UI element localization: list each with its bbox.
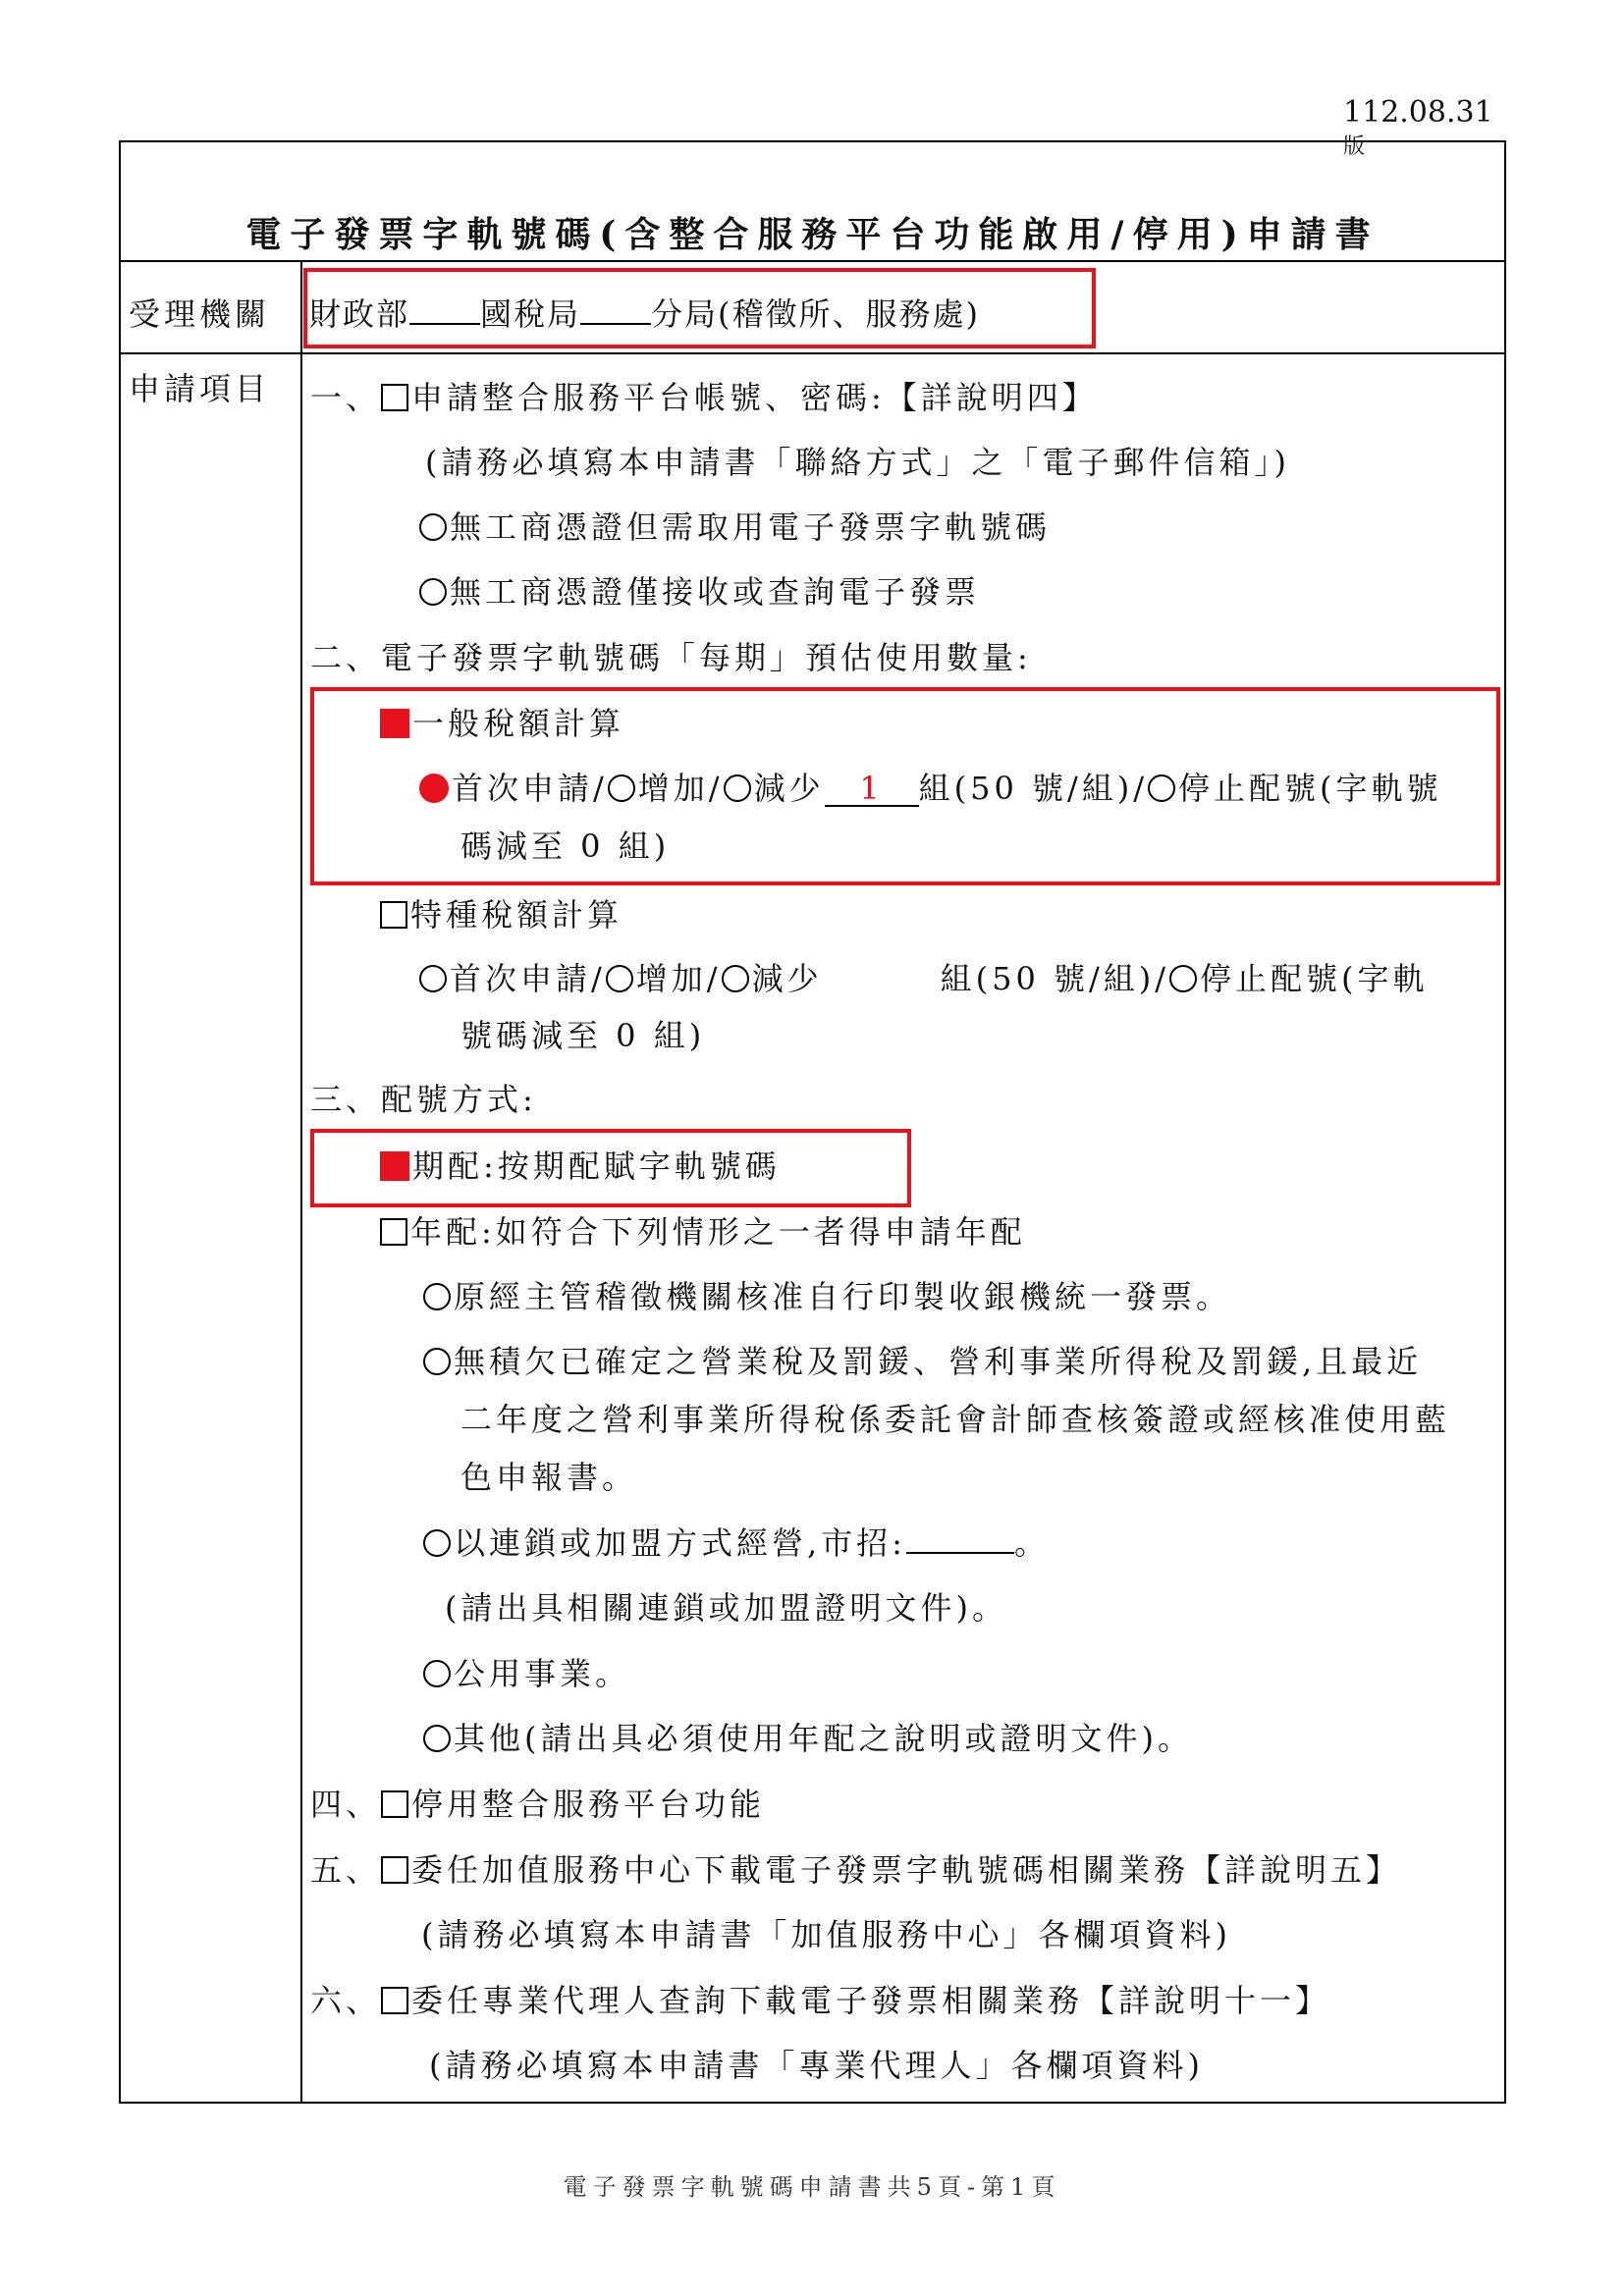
radio-icon[interactable]: [724, 774, 751, 802]
section-4-title: 停用整合服務平台功能: [411, 1786, 766, 1823]
annual-criterion-4: [423, 1654, 630, 1693]
section-6-note: (請務必填寫本申請書「專業代理人」各欄項資料): [429, 2047, 1204, 2084]
decrease-label: 減少: [753, 770, 825, 807]
criterion-end: 。: [1013, 1524, 1050, 1562]
annual-criterion-5: [423, 1719, 1193, 1758]
checked-checkbox-icon[interactable]: [380, 709, 409, 738]
group-text: 組(50 號/組)/: [940, 960, 1170, 997]
items-label: 申請項目: [129, 370, 271, 407]
selected-radio-icon[interactable]: [419, 774, 449, 803]
quantity-field[interactable]: 1: [825, 772, 919, 807]
agency-branch: 分局(稽徵所、服務處): [651, 295, 981, 333]
increase-label: 增加/: [635, 960, 722, 997]
section-1: [310, 378, 1098, 417]
section-2-title: 二、電子發票字軌號碼「每期」預估使用數量:: [310, 639, 1032, 676]
checked-checkbox-icon[interactable]: [380, 1151, 409, 1181]
annual-option: [380, 1212, 1026, 1252]
section-1-option-1: [419, 507, 1051, 547]
option-label: 無工商憑證僅接收或查詢電子發票: [450, 573, 981, 611]
annual-label: 年配:如符合下列情形之一者得申請年配: [410, 1213, 1026, 1251]
radio-icon[interactable]: [419, 965, 447, 992]
section-4-checkbox[interactable]: [381, 1790, 408, 1818]
period-label: 期配:按期配賦字軌號碼: [412, 1148, 781, 1185]
form-title: 電子發票字軌號碼(含整合服務平台功能啟用/停用)申請書: [121, 142, 1504, 262]
radio-icon[interactable]: [423, 1348, 451, 1375]
agency-label: 受理機關: [129, 295, 271, 333]
special-tax-option: [380, 895, 623, 934]
application-form: [119, 140, 1506, 2104]
section-5-prefix: 五、: [310, 1851, 382, 1889]
radio-icon[interactable]: [722, 965, 749, 992]
special-tax-label: 特種稅額計算: [410, 896, 623, 934]
stop-text: 停止配號(字軌號: [1178, 770, 1442, 807]
agency-highlight-box: [303, 268, 1096, 348]
radio-icon[interactable]: [608, 774, 635, 802]
section-5-title: 委任加值服務中心下載電子發票字軌號碼相關業務【詳說明五】: [411, 1851, 1402, 1889]
special-tax-stop-cont: 號碼減至 0 組): [460, 1017, 706, 1054]
general-tax-option: [380, 704, 624, 743]
checkbox-icon[interactable]: [380, 901, 407, 929]
criterion-label: 原經主管稽徵機關核准自行印製收銀機統一發票。: [454, 1278, 1232, 1315]
column-divider: [300, 262, 302, 2104]
radio-icon[interactable]: [423, 1529, 451, 1557]
section-6-title: 委任專業代理人查詢下載電子發票相關業務【詳說明十一】: [411, 1982, 1331, 2019]
first-apply-label: 首次申請/: [450, 960, 606, 997]
criterion-label: 公用事業。: [454, 1655, 631, 1692]
section-6-prefix: 六、: [310, 1982, 382, 2019]
section-1-option-2: [419, 572, 980, 612]
annual-criterion-2-line-3: 色申報書。: [460, 1459, 638, 1496]
general-tax-stop-cont: 碼減至 0 組): [460, 828, 671, 865]
first-apply-label: 首次申請/: [452, 770, 608, 807]
decrease-label: 減少: [751, 960, 823, 997]
radio-icon[interactable]: [423, 1725, 451, 1752]
store-sign-field[interactable]: [906, 1528, 1014, 1554]
section-6: [310, 1981, 1330, 2020]
radio-icon[interactable]: [419, 513, 447, 541]
section-3-title: 三、配號方式:: [310, 1081, 537, 1118]
radio-icon[interactable]: [1148, 774, 1175, 802]
radio-icon[interactable]: [1169, 965, 1197, 992]
section-5: [310, 1850, 1401, 1890]
criterion-label: 以連鎖或加盟方式經營,市招:: [454, 1524, 906, 1562]
radio-icon[interactable]: [423, 1283, 451, 1310]
general-tax-label: 一般稅額計算: [412, 705, 625, 742]
general-tax-quantity-line: [419, 769, 1442, 808]
annual-criterion-3-note: (請出具相關連鎖或加盟證明文件)。: [445, 1589, 1007, 1627]
annual-criterion-3: [423, 1523, 1050, 1563]
criterion-label: 無積欠已確定之營業稅及罰鍰、營利事業所得稅及罰鍰,且最近: [454, 1343, 1423, 1380]
section-5-note: (請務必填寫本申請書「加值服務中心」各欄項資料): [421, 1916, 1231, 1953]
annual-criterion-2-line-2: 二年度之營利事業所得稅係委託會計師查核簽證或經核准使用藍: [460, 1401, 1451, 1438]
group-text: 組(50 號/組)/: [918, 770, 1149, 807]
version-date: 112.08.31: [1343, 95, 1493, 130]
section-4-prefix: 四、: [310, 1786, 382, 1823]
section-5-checkbox[interactable]: [381, 1856, 408, 1884]
annual-criterion-1: [423, 1277, 1231, 1316]
special-tax-quantity-line: [419, 959, 1429, 998]
stop-text: 停止配號(字軌: [1200, 960, 1429, 997]
page-footer: 電子發票字軌號碼申請書共5頁-第1頁: [563, 2173, 1061, 2201]
agency-ministry: 財政部: [309, 295, 410, 333]
section-6-checkbox[interactable]: [381, 1987, 408, 2014]
version-suffix: 版: [1343, 134, 1366, 159]
agency-row: [121, 262, 1504, 354]
radio-icon[interactable]: [606, 965, 633, 992]
option-label: 無工商憑證但需取用電子發票字軌號碼: [450, 508, 1052, 546]
radio-icon[interactable]: [419, 578, 447, 606]
section-4: [310, 1785, 765, 1824]
criterion-label: 其他(請出具必須使用年配之說明或證明文件)。: [454, 1720, 1193, 1757]
increase-label: 增加/: [637, 770, 724, 807]
section-1-title: 申請整合服務平台帳號、密碼:【詳說明四】: [411, 379, 1098, 416]
section-1-prefix: 一、: [310, 379, 382, 416]
checkbox-icon[interactable]: [380, 1218, 407, 1246]
section-1-note: (請務必填寫本申請書「聯絡方式」之「電子郵件信箱」): [425, 444, 1290, 481]
agency-bureau: 國稅局: [480, 295, 581, 333]
period-option: [380, 1147, 781, 1186]
annual-criterion-2: [423, 1342, 1422, 1381]
radio-icon[interactable]: [423, 1660, 451, 1687]
section-1-checkbox[interactable]: [381, 384, 408, 411]
